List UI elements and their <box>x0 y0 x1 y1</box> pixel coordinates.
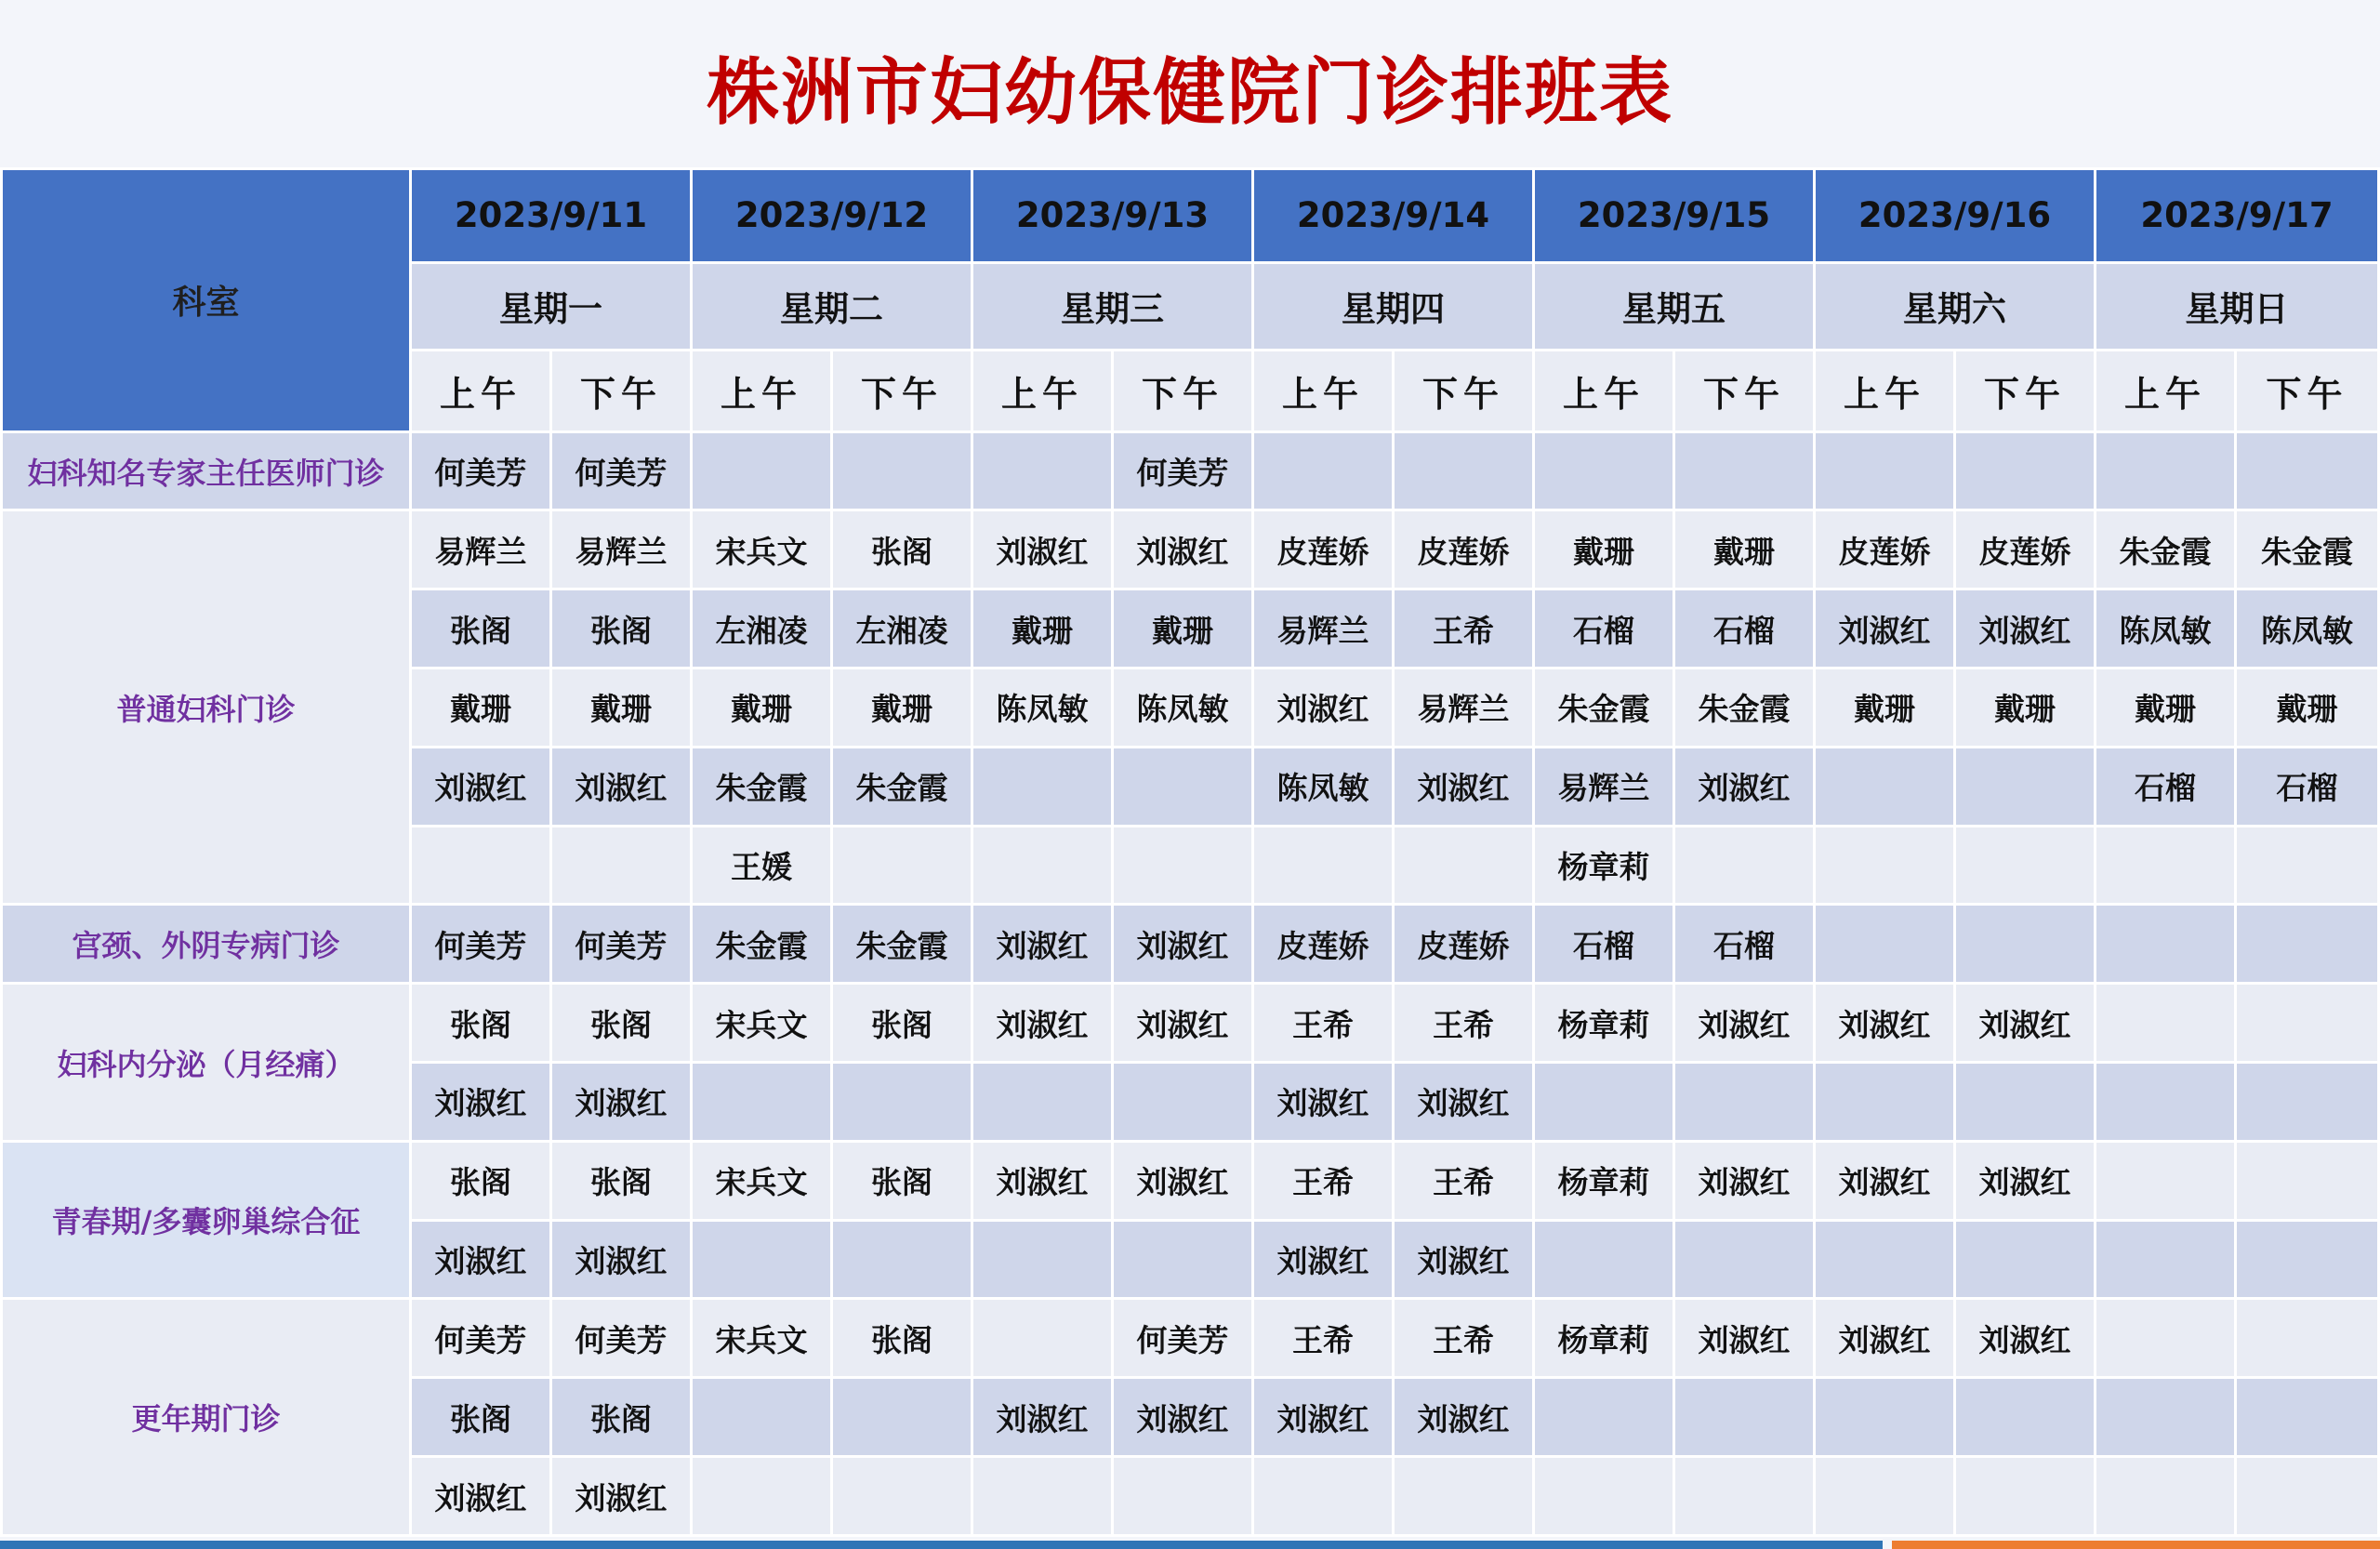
doctor-cell <box>972 1457 1113 1536</box>
doctor-cell <box>2096 1220 2236 1299</box>
am-header: 上午 <box>1815 350 1955 431</box>
doctor-cell: 刘淑红 <box>1394 1220 1534 1299</box>
doctor-cell <box>1955 1220 2096 1299</box>
doctor-cell: 易辉兰 <box>1534 747 1674 826</box>
pm-header: 下午 <box>1394 350 1534 431</box>
doctor-cell: 刘淑红 <box>1113 1141 1253 1220</box>
doctor-cell: 张阁 <box>551 984 692 1063</box>
doctor-cell <box>1815 1378 1955 1457</box>
doctor-cell: 朱金霞 <box>1534 669 1674 748</box>
doctor-cell: 刘淑红 <box>1394 1378 1534 1457</box>
am-header: 上午 <box>1534 350 1674 431</box>
pm-header: 下午 <box>1113 350 1253 431</box>
weekday-header: 星期三 <box>972 262 1253 350</box>
doctor-cell <box>832 1063 972 1142</box>
doctor-cell: 刘淑红 <box>411 1457 551 1536</box>
doctor-cell: 刘淑红 <box>551 1220 692 1299</box>
doctor-cell: 杨章莉 <box>1534 1141 1674 1220</box>
doctor-cell: 皮莲娇 <box>1253 510 1394 589</box>
doctor-cell: 张阁 <box>551 1378 692 1457</box>
doctor-cell <box>2236 905 2379 984</box>
doctor-cell: 陈凤敏 <box>2236 589 2379 669</box>
doctor-cell <box>1955 1378 2096 1457</box>
dept-name: 普通妇科门诊 <box>2 510 411 905</box>
doctor-cell <box>1534 1378 1674 1457</box>
doctor-cell <box>692 431 832 510</box>
doctor-cell <box>832 431 972 510</box>
doctor-cell <box>1394 431 1534 510</box>
doctor-cell: 皮莲娇 <box>1394 905 1534 984</box>
doctor-cell: 陈凤敏 <box>2096 589 2236 669</box>
doctor-cell <box>2096 826 2236 905</box>
doctor-cell: 张阁 <box>411 589 551 669</box>
doctor-cell: 刘淑红 <box>1394 1063 1534 1142</box>
doctor-cell <box>2236 1063 2379 1142</box>
pm-header: 下午 <box>1674 350 1815 431</box>
doctor-cell: 刘淑红 <box>1253 669 1394 748</box>
doctor-cell: 何美芳 <box>551 431 692 510</box>
doctor-cell: 杨章莉 <box>1534 1299 1674 1378</box>
doctor-cell: 王媛 <box>692 826 832 905</box>
doctor-cell <box>972 747 1113 826</box>
date-header: 2023/9/11 <box>411 169 692 263</box>
doctor-cell <box>2236 826 2379 905</box>
doctor-cell: 朱金霞 <box>2096 510 2236 589</box>
doctor-cell: 石榴 <box>1534 589 1674 669</box>
doctor-cell <box>972 1299 1113 1378</box>
doctor-cell: 何美芳 <box>411 1299 551 1378</box>
doctor-cell: 刘淑红 <box>1253 1063 1394 1142</box>
doctor-cell: 张阁 <box>832 984 972 1063</box>
doctor-cell: 刘淑红 <box>1815 984 1955 1063</box>
doctor-cell: 张阁 <box>411 984 551 1063</box>
doctor-cell: 张阁 <box>551 1141 692 1220</box>
doctor-cell: 石榴 <box>2236 747 2379 826</box>
schedule-row <box>2 905 2379 984</box>
doctor-cell: 皮莲娇 <box>1955 510 2096 589</box>
doctor-cell: 刘淑红 <box>972 905 1113 984</box>
doctor-cell: 刘淑红 <box>1113 510 1253 589</box>
doctor-cell <box>1815 1457 1955 1536</box>
doctor-cell <box>1253 1457 1394 1536</box>
doctor-cell: 王希 <box>1253 1141 1394 1220</box>
doctor-cell <box>2236 1141 2379 1220</box>
doctor-cell: 刘淑红 <box>1394 747 1534 826</box>
doctor-cell <box>1113 747 1253 826</box>
doctor-cell: 张阁 <box>411 1378 551 1457</box>
doctor-cell: 刘淑红 <box>1253 1220 1394 1299</box>
doctor-cell: 刘淑红 <box>972 1141 1113 1220</box>
pm-header: 下午 <box>551 350 692 431</box>
weekday-header: 星期日 <box>2096 262 2379 350</box>
doctor-cell: 刘淑红 <box>1815 1141 1955 1220</box>
doctor-cell <box>692 1378 832 1457</box>
doctor-cell: 刘淑红 <box>1674 747 1815 826</box>
doctor-cell <box>972 1063 1113 1142</box>
doctor-cell <box>2236 1299 2379 1378</box>
doctor-cell: 何美芳 <box>551 905 692 984</box>
doctor-cell: 刘淑红 <box>551 1063 692 1142</box>
doctor-cell: 王希 <box>1253 984 1394 1063</box>
doctor-cell: 何美芳 <box>551 1299 692 1378</box>
schedule-row <box>2 510 2379 589</box>
doctor-cell <box>1534 1457 1674 1536</box>
doctor-cell: 左湘凌 <box>692 589 832 669</box>
am-header: 上午 <box>1253 350 1394 431</box>
doctor-cell: 宋兵文 <box>692 510 832 589</box>
doctor-cell <box>1815 1220 1955 1299</box>
doctor-cell: 刘淑红 <box>1955 589 2096 669</box>
doctor-cell <box>2096 1378 2236 1457</box>
bottom-accent-bar <box>0 1541 1883 1549</box>
doctor-cell: 张阁 <box>832 1299 972 1378</box>
doctor-cell <box>2236 1220 2379 1299</box>
doctor-cell: 刘淑红 <box>411 1220 551 1299</box>
doctor-cell: 朱金霞 <box>832 905 972 984</box>
doctor-cell: 皮莲娇 <box>1815 510 1955 589</box>
doctor-cell: 刘淑红 <box>972 1378 1113 1457</box>
dept-column-header: 科室 <box>2 169 411 432</box>
doctor-cell <box>1815 826 1955 905</box>
doctor-cell: 石榴 <box>1534 905 1674 984</box>
doctor-cell: 刘淑红 <box>1955 1299 2096 1378</box>
doctor-cell: 张阁 <box>832 510 972 589</box>
pm-header: 下午 <box>832 350 972 431</box>
doctor-cell <box>1674 431 1815 510</box>
doctor-cell: 张阁 <box>832 1141 972 1220</box>
doctor-cell: 戴珊 <box>2236 669 2379 748</box>
doctor-cell: 王希 <box>1394 589 1534 669</box>
doctor-cell <box>2236 1378 2379 1457</box>
doctor-cell <box>1674 1063 1815 1142</box>
doctor-cell: 戴珊 <box>2096 669 2236 748</box>
doctor-cell: 刘淑红 <box>551 1457 692 1536</box>
doctor-cell <box>1674 826 1815 905</box>
weekday-header: 星期二 <box>692 262 972 350</box>
doctor-cell: 刘淑红 <box>972 984 1113 1063</box>
doctor-cell: 刘淑红 <box>1253 1378 1394 1457</box>
doctor-cell: 朱金霞 <box>2236 510 2379 589</box>
doctor-cell: 宋兵文 <box>692 1299 832 1378</box>
doctor-cell <box>1955 1063 2096 1142</box>
doctor-cell <box>1534 431 1674 510</box>
doctor-cell: 刘淑红 <box>1674 1141 1815 1220</box>
doctor-cell <box>1955 826 2096 905</box>
schedule-table <box>0 167 2380 1537</box>
doctor-cell <box>692 1220 832 1299</box>
doctor-cell: 陈凤敏 <box>1113 669 1253 748</box>
doctor-cell: 何美芳 <box>1113 431 1253 510</box>
date-header: 2023/9/16 <box>1815 169 2096 263</box>
doctor-cell <box>832 1457 972 1536</box>
am-header: 上午 <box>692 350 832 431</box>
schedule-row <box>2 984 2379 1063</box>
doctor-cell: 戴珊 <box>1955 669 2096 748</box>
weekday-header: 星期四 <box>1253 262 1534 350</box>
doctor-cell: 刘淑红 <box>1113 1378 1253 1457</box>
doctor-cell <box>1253 431 1394 510</box>
weekday-header: 星期一 <box>411 262 692 350</box>
doctor-cell <box>411 826 551 905</box>
doctor-cell <box>1955 431 2096 510</box>
doctor-cell <box>2096 1457 2236 1536</box>
weekday-header: 星期六 <box>1815 262 2096 350</box>
doctor-cell <box>2236 431 2379 510</box>
doctor-cell: 何美芳 <box>411 905 551 984</box>
doctor-cell: 戴珊 <box>1113 589 1253 669</box>
doctor-cell: 何美芳 <box>411 431 551 510</box>
doctor-cell <box>1674 1220 1815 1299</box>
doctor-cell <box>1113 826 1253 905</box>
doctor-cell: 刘淑红 <box>1815 1299 1955 1378</box>
doctor-cell <box>2236 984 2379 1063</box>
doctor-cell <box>2096 431 2236 510</box>
doctor-cell: 戴珊 <box>1534 510 1674 589</box>
doctor-cell: 朱金霞 <box>832 747 972 826</box>
doctor-cell <box>1394 826 1534 905</box>
date-header: 2023/9/15 <box>1534 169 1815 263</box>
doctor-cell <box>2096 1063 2236 1142</box>
doctor-cell: 刘淑红 <box>1113 905 1253 984</box>
schedule-row <box>2 431 2379 510</box>
doctor-cell: 易辉兰 <box>1394 669 1534 748</box>
doctor-cell <box>1113 1220 1253 1299</box>
doctor-cell <box>1815 1063 1955 1142</box>
doctor-cell <box>2096 905 2236 984</box>
doctor-cell <box>1815 431 1955 510</box>
doctor-cell <box>2096 1299 2236 1378</box>
doctor-cell: 皮莲娇 <box>1253 905 1394 984</box>
doctor-cell <box>692 1457 832 1536</box>
date-header: 2023/9/12 <box>692 169 972 263</box>
pm-header: 下午 <box>1955 350 2096 431</box>
doctor-cell: 杨章莉 <box>1534 826 1674 905</box>
doctor-cell <box>692 1063 832 1142</box>
doctor-cell <box>972 826 1113 905</box>
doctor-cell: 陈凤敏 <box>972 669 1113 748</box>
doctor-cell: 戴珊 <box>1674 510 1815 589</box>
doctor-cell: 刘淑红 <box>1674 1299 1815 1378</box>
doctor-cell: 石榴 <box>1674 589 1815 669</box>
date-header: 2023/9/13 <box>972 169 1253 263</box>
doctor-cell <box>1674 1378 1815 1457</box>
doctor-cell: 朱金霞 <box>1674 669 1815 748</box>
doctor-cell <box>1674 1457 1815 1536</box>
doctor-cell: 刘淑红 <box>1815 589 1955 669</box>
doctor-cell: 戴珊 <box>692 669 832 748</box>
weekday-header: 星期五 <box>1534 262 1815 350</box>
doctor-cell: 刘淑红 <box>1955 1141 2096 1220</box>
doctor-cell <box>1394 1457 1534 1536</box>
dept-name: 妇科知名专家主任医师门诊 <box>2 431 411 510</box>
doctor-cell <box>1955 1457 2096 1536</box>
doctor-cell <box>1815 747 1955 826</box>
doctor-cell <box>1253 826 1394 905</box>
doctor-cell <box>551 826 692 905</box>
doctor-cell <box>2236 1457 2379 1536</box>
doctor-cell <box>832 1378 972 1457</box>
date-header: 2023/9/17 <box>2096 169 2379 263</box>
doctor-cell: 刘淑红 <box>411 1063 551 1142</box>
doctor-cell: 王希 <box>1394 1299 1534 1378</box>
doctor-cell: 王希 <box>1394 984 1534 1063</box>
doctor-cell: 张阁 <box>411 1141 551 1220</box>
doctor-cell: 宋兵文 <box>692 984 832 1063</box>
dept-name: 宫颈、外阴专病门诊 <box>2 905 411 984</box>
doctor-cell <box>1534 1063 1674 1142</box>
doctor-cell <box>1955 747 2096 826</box>
doctor-cell: 刘淑红 <box>1955 984 2096 1063</box>
doctor-cell: 刘淑红 <box>1113 984 1253 1063</box>
doctor-cell: 戴珊 <box>832 669 972 748</box>
doctor-cell: 刘淑红 <box>411 747 551 826</box>
doctor-cell <box>972 431 1113 510</box>
am-header: 上午 <box>2096 350 2236 431</box>
doctor-cell: 朱金霞 <box>692 905 832 984</box>
schedule-row <box>2 1299 2379 1378</box>
doctor-cell <box>2096 984 2236 1063</box>
doctor-cell <box>972 1220 1113 1299</box>
doctor-cell: 石榴 <box>2096 747 2236 826</box>
doctor-cell <box>2096 1141 2236 1220</box>
doctor-cell: 石榴 <box>1674 905 1815 984</box>
doctor-cell <box>1955 905 2096 984</box>
schedule-row <box>2 1141 2379 1220</box>
doctor-cell: 刘淑红 <box>1674 984 1815 1063</box>
doctor-cell: 刘淑红 <box>972 510 1113 589</box>
doctor-cell <box>832 826 972 905</box>
doctor-cell: 朱金霞 <box>692 747 832 826</box>
doctor-cell: 左湘凌 <box>832 589 972 669</box>
doctor-cell: 何美芳 <box>1113 1299 1253 1378</box>
doctor-cell: 皮莲娇 <box>1394 510 1534 589</box>
bottom-accent-bar-orange <box>1892 1541 2380 1549</box>
doctor-cell: 戴珊 <box>551 669 692 748</box>
pm-header: 下午 <box>2236 350 2379 431</box>
date-header: 2023/9/14 <box>1253 169 1534 263</box>
doctor-cell: 王希 <box>1394 1141 1534 1220</box>
doctor-cell <box>1113 1457 1253 1536</box>
doctor-cell: 易辉兰 <box>411 510 551 589</box>
doctor-cell: 王希 <box>1253 1299 1394 1378</box>
doctor-cell: 易辉兰 <box>551 510 692 589</box>
doctor-cell <box>832 1220 972 1299</box>
doctor-cell: 杨章莉 <box>1534 984 1674 1063</box>
doctor-cell <box>1113 1063 1253 1142</box>
doctor-cell: 宋兵文 <box>692 1141 832 1220</box>
doctor-cell: 戴珊 <box>1815 669 1955 748</box>
doctor-cell: 陈凤敏 <box>1253 747 1394 826</box>
doctor-cell: 易辉兰 <box>1253 589 1394 669</box>
dept-name: 妇科内分泌（月经痛） <box>2 984 411 1142</box>
am-header: 上午 <box>411 350 551 431</box>
doctor-cell: 戴珊 <box>972 589 1113 669</box>
doctor-cell <box>1815 905 1955 984</box>
doctor-cell: 刘淑红 <box>551 747 692 826</box>
doctor-cell: 张阁 <box>551 589 692 669</box>
dept-name: 更年期门诊 <box>2 1299 411 1536</box>
doctor-cell <box>1534 1220 1674 1299</box>
doctor-cell: 戴珊 <box>411 669 551 748</box>
dept-name: 青春期/多囊卵巢综合征 <box>2 1141 411 1299</box>
am-header: 上午 <box>972 350 1113 431</box>
page-title: 株洲市妇幼保健院门诊排班表 <box>706 51 1673 135</box>
